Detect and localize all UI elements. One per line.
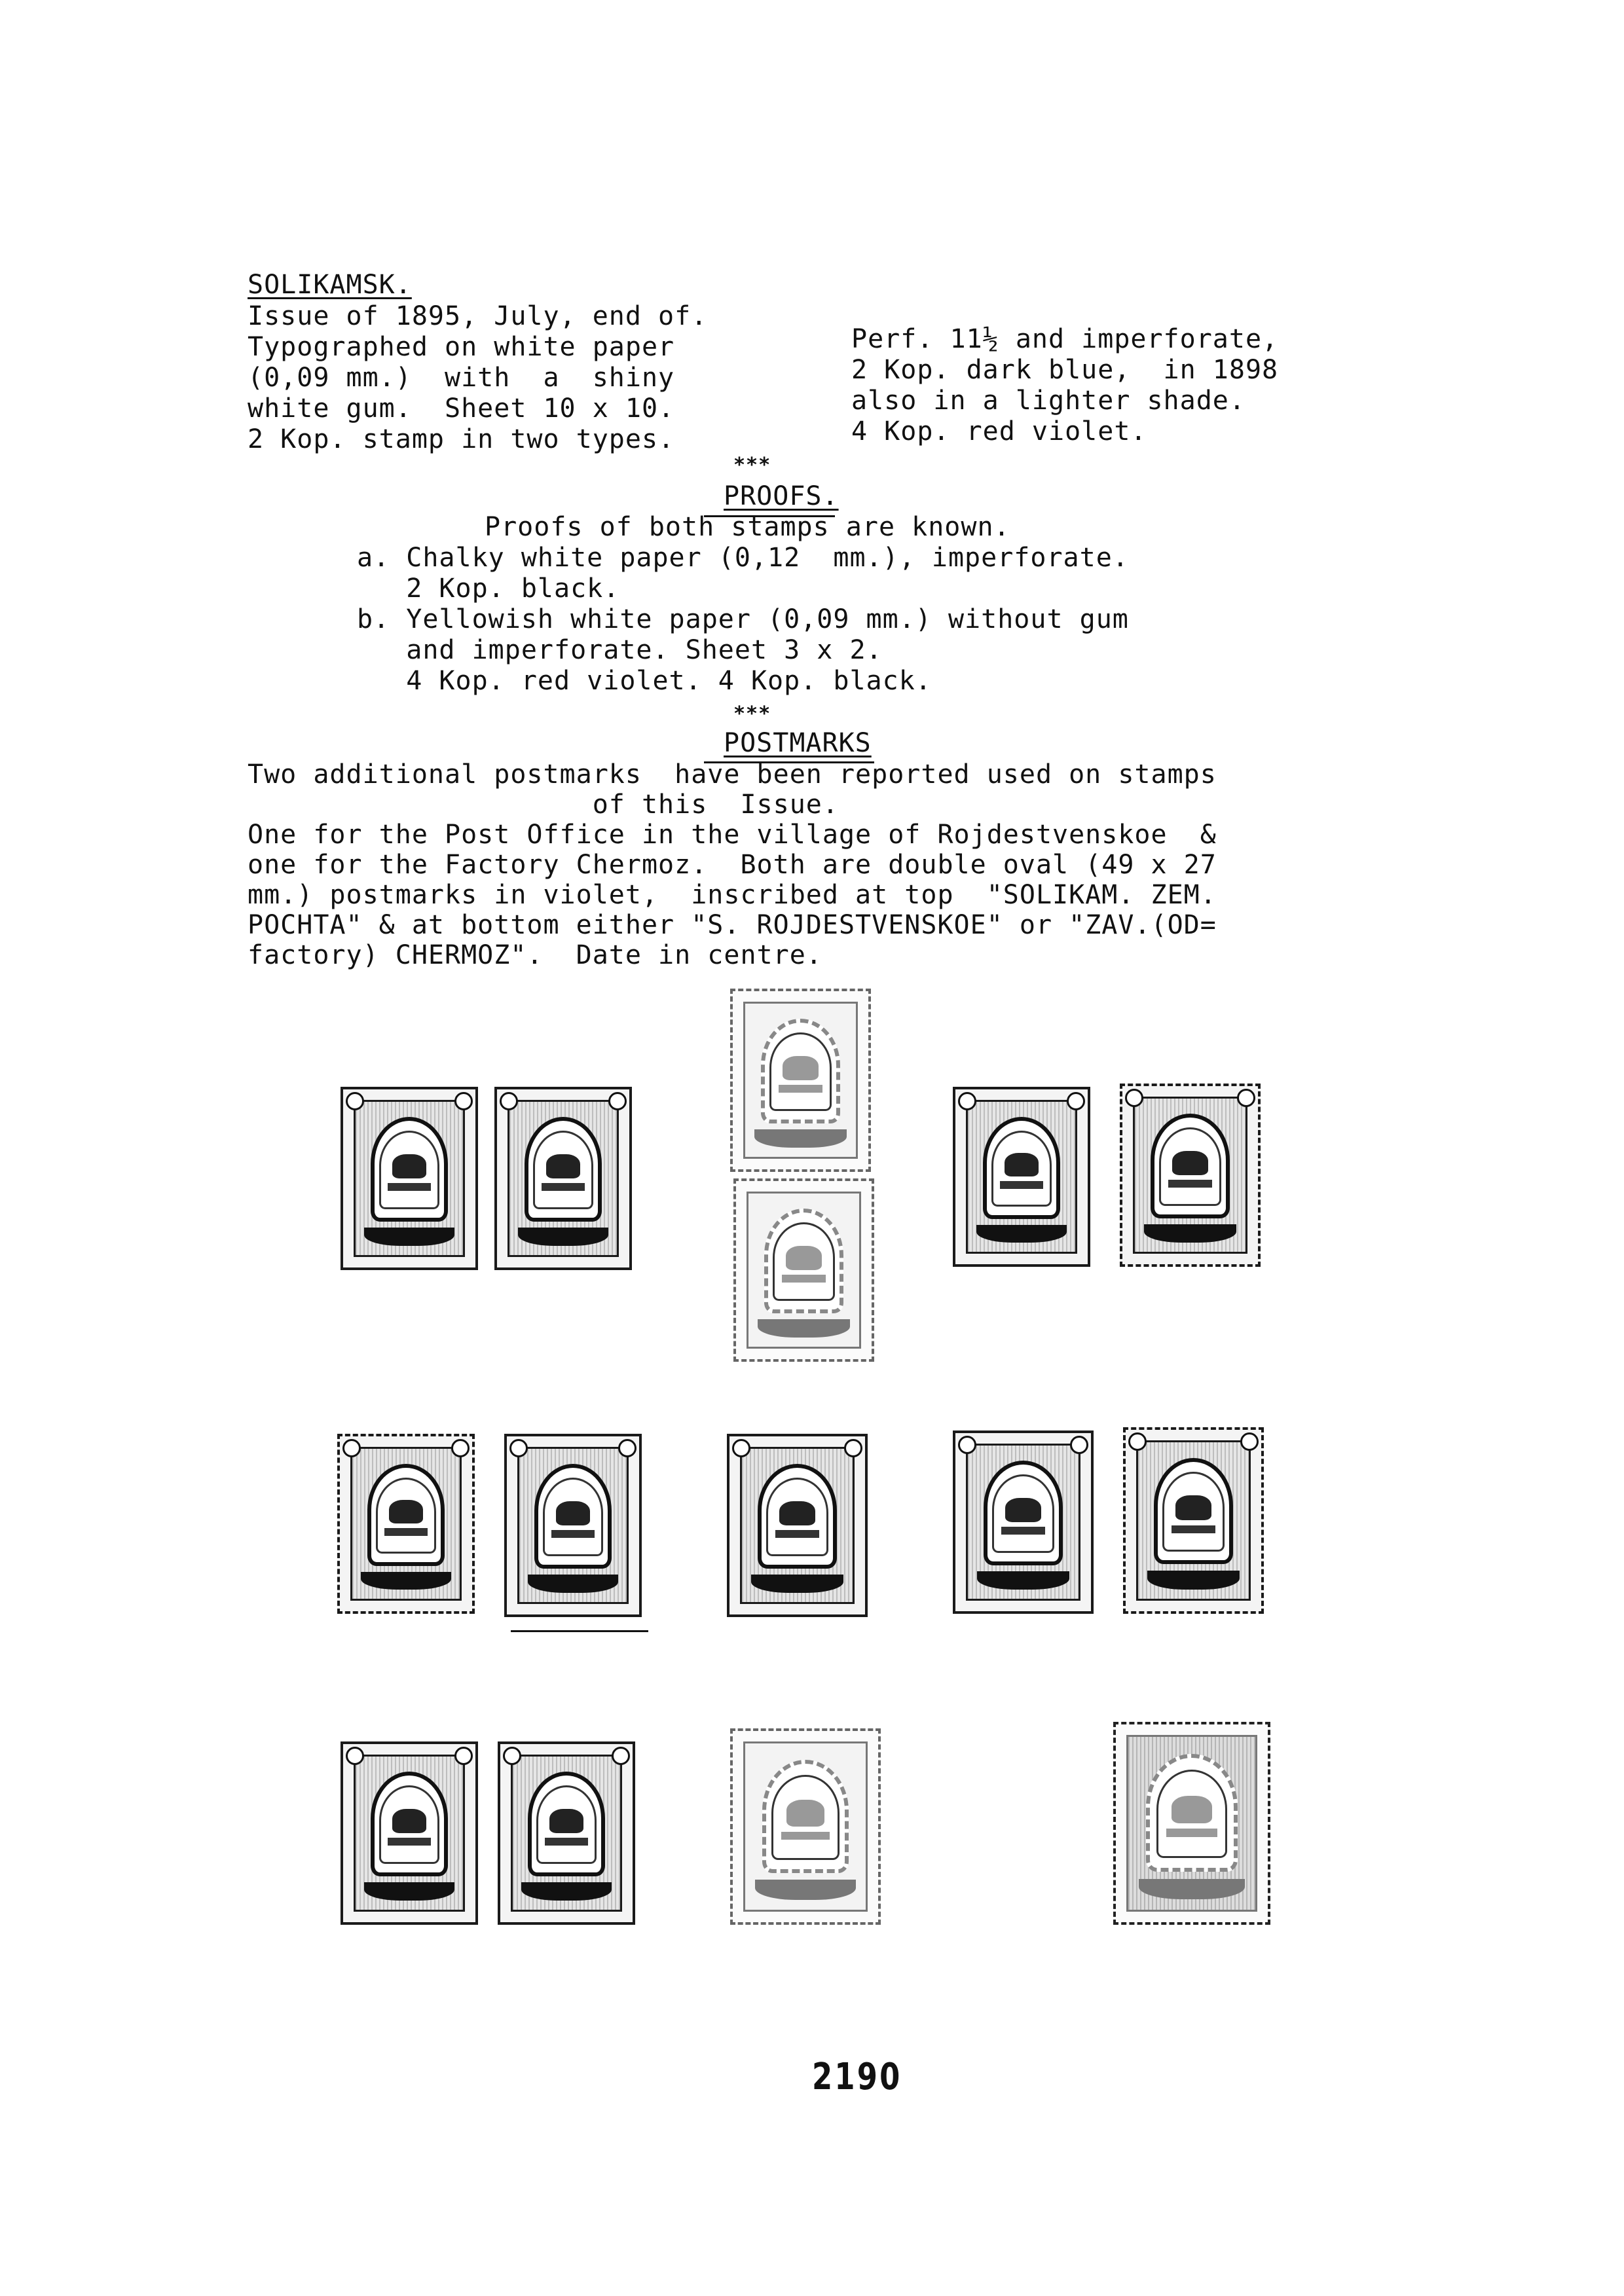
proofs-title: PROOFS. bbox=[724, 481, 839, 511]
underline-mark bbox=[511, 1630, 648, 1632]
left-column-line: Issue of 1895, July, end of. bbox=[248, 301, 708, 331]
stamp-image bbox=[727, 1434, 868, 1617]
stamp-proof-image bbox=[730, 1728, 881, 1925]
stamp-proof-image bbox=[730, 989, 871, 1172]
proofs-intro: Proofs of both stamps are known. bbox=[485, 512, 1010, 542]
stamp-image bbox=[953, 1087, 1090, 1267]
section-heading: SOLIKAMSK. bbox=[248, 270, 412, 300]
proofs-line: a. Chalky white paper (0,12 mm.), imperforate. bbox=[357, 543, 1129, 573]
right-column-line: also in a lighter shade. bbox=[851, 386, 1246, 416]
stamp-image bbox=[504, 1434, 642, 1617]
right-column-line: Perf. 11½ and imperforate, bbox=[851, 324, 1279, 354]
stamp-image bbox=[341, 1741, 478, 1925]
stamp-proof-image bbox=[1113, 1722, 1270, 1925]
postmarks-line: One for the Post Office in the village of Rojdestvenskoe & bbox=[248, 820, 1217, 850]
stamp-image bbox=[1120, 1084, 1261, 1267]
left-column-line: Typographed on white paper bbox=[248, 332, 675, 362]
left-column-line: (0,09 mm.) with a shiny bbox=[248, 363, 675, 393]
proofs-line: b. Yellowish white paper (0,09 mm.) without gum bbox=[357, 604, 1129, 634]
page-number: 2190 bbox=[812, 2056, 902, 2098]
postmarks-line: one for the Factory Chermoz. Both are double oval (49 x 27 bbox=[248, 850, 1217, 880]
stamp-image bbox=[337, 1434, 475, 1614]
postmarks-line: of this Issue. bbox=[248, 790, 839, 820]
postmarks-line: Two additional postmarks have been reported used on stamps bbox=[248, 759, 1217, 790]
proofs-line: 2 Kop. black. bbox=[357, 574, 620, 604]
stamp-image bbox=[498, 1741, 635, 1925]
stamp-image bbox=[341, 1087, 478, 1270]
postmarks-title: POSTMARKS bbox=[724, 728, 872, 758]
separator: *** bbox=[733, 454, 771, 477]
stamp-image bbox=[494, 1087, 632, 1270]
proofs-line: and imperforate. Sheet 3 x 2. bbox=[357, 635, 883, 665]
postmarks-line: POCHTA" & at bottom either "S. ROJDESTVENSKOE" or "ZAV.(OD= bbox=[248, 910, 1217, 940]
stamp-image bbox=[1123, 1427, 1264, 1614]
left-column-line: 2 Kop. stamp in two types. bbox=[248, 424, 675, 454]
postmarks-line: factory) CHERMOZ". Date in centre. bbox=[248, 940, 822, 970]
separator: *** bbox=[733, 702, 771, 725]
proofs-line: 4 Kop. red violet. 4 Kop. black. bbox=[357, 666, 932, 696]
stamp-image bbox=[953, 1430, 1094, 1614]
right-column-line: 2 Kop. dark blue, in 1898 bbox=[851, 355, 1279, 385]
postmarks-line: mm.) postmarks in violet, inscribed at top "SOLIKAM. ZEM. bbox=[248, 880, 1217, 910]
stamp-proof-image bbox=[733, 1178, 874, 1362]
right-column-line: 4 Kop. red violet. bbox=[851, 416, 1147, 446]
left-column-line: white gum. Sheet 10 x 10. bbox=[248, 393, 675, 424]
